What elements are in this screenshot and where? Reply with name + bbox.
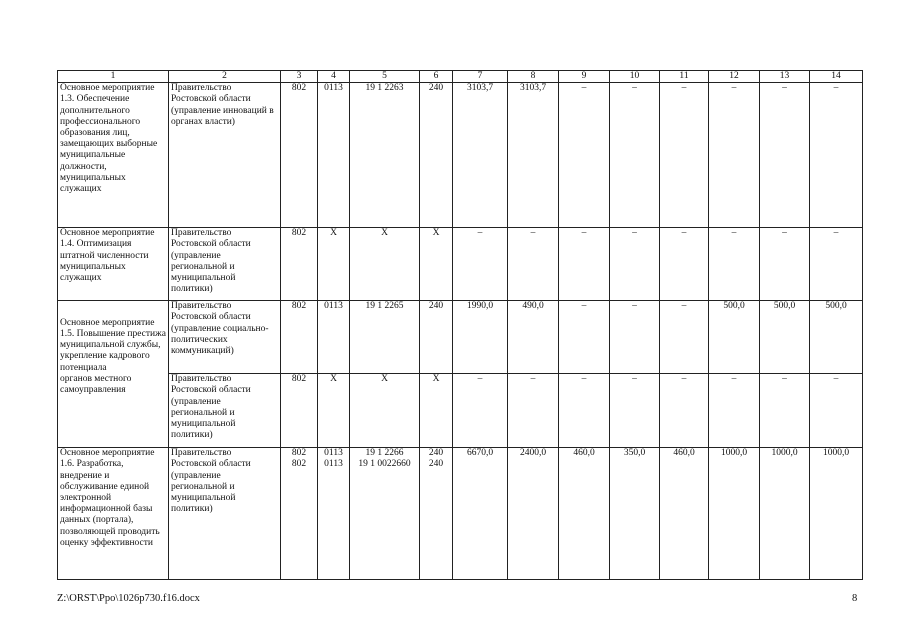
grbs-code: 802 — [281, 83, 318, 228]
header-cell: 14 — [810, 71, 863, 83]
csr-code: 19 1 2266 — [365, 448, 404, 459]
value-col-7: 1990,0 — [453, 301, 508, 374]
table-row-1-4 — [58, 228, 863, 301]
value-col-11: – — [660, 83, 709, 228]
value-col-12: – — [709, 374, 760, 448]
vr-code: 240 — [428, 459, 444, 470]
value-col-11: – — [660, 228, 709, 301]
value-col-8: 3103,7 — [508, 83, 559, 228]
value-col-10: – — [610, 301, 660, 374]
value-col-7: 3103,7 — [453, 83, 508, 228]
value-col-12: – — [709, 228, 760, 301]
value-col-9: – — [559, 301, 610, 374]
page-number: 8 — [852, 593, 858, 604]
value-col-13: – — [760, 83, 810, 228]
csr-code: 19 1 0022660 — [358, 459, 411, 470]
value-col-10: 350,0 — [610, 448, 660, 580]
table-row-1-5b — [58, 374, 863, 448]
table-row-1-3 — [58, 83, 863, 228]
rzpr-code: 0113 — [318, 83, 350, 228]
grbs-code: 802 — [281, 301, 318, 374]
responsible-executor: Правительство Ростовской области (управление региональной и муниципальной политики) — [169, 448, 281, 580]
header-cell: 5 — [350, 71, 420, 83]
value-col-11: – — [660, 301, 709, 374]
value-col-8: – — [508, 228, 559, 301]
activity-name: Основное мероприятие 1.4. Оптимизация штатной численности муниципальных служащих — [58, 228, 169, 301]
header-cell: 7 — [453, 71, 508, 83]
activity-name-continued: органов местного самоуправления — [58, 374, 169, 448]
header-cell: 10 — [610, 71, 660, 83]
value-col-14: 1000,0 — [810, 448, 863, 580]
grbs-codes — [281, 448, 318, 580]
value-col-11: 460,0 — [660, 448, 709, 580]
value-col-14: – — [810, 374, 863, 448]
responsible-executor: Правительство Ростовской области (управление региональной и муниципальной политики) — [169, 374, 281, 448]
rzpr-code: Х — [318, 228, 350, 301]
value-col-7: – — [453, 228, 508, 301]
value-col-8: 490,0 — [508, 301, 559, 374]
csr-code: 19 1 2263 — [350, 83, 420, 228]
table-row-1-5a — [58, 301, 863, 374]
header-cell: 4 — [318, 71, 350, 83]
header-row — [58, 71, 863, 83]
activity-name: Основное мероприятие 1.3. Обеспечение дополнительного профессионального образования лиц, замещающих выборные муниципальные должности, муниципальных служащих — [58, 83, 169, 228]
csr-code: Х — [350, 228, 420, 301]
header-cell: 2 — [169, 71, 281, 83]
grbs-code: 802 — [291, 448, 307, 459]
activity-name: Основное мероприятие 1.5. Повышение престижа муниципальной службы, укрепление кадрового потенциала — [58, 301, 169, 374]
value-col-14: – — [810, 228, 863, 301]
header-cell: 9 — [559, 71, 610, 83]
table-row-1-6 — [58, 448, 863, 580]
grbs-code: 802 — [291, 459, 307, 470]
value-col-14: 500,0 — [810, 301, 863, 374]
value-col-9: 460,0 — [559, 448, 610, 580]
vr-codes — [420, 448, 453, 580]
value-col-14: – — [810, 83, 863, 228]
value-col-7: – — [453, 374, 508, 448]
document-file-path: Z:\ORST\Ppo\1026p730.f16.docx — [57, 593, 200, 604]
header-cell: 3 — [281, 71, 318, 83]
rzpr-code: 0113 — [324, 459, 343, 470]
vr-code: 240 — [428, 448, 444, 459]
value-col-7: 6670,0 — [453, 448, 508, 580]
value-col-9: – — [559, 374, 610, 448]
responsible-executor: Правительство Ростовской области (управление инноваций в органах власти) — [169, 83, 281, 228]
vr-code: 240 — [420, 83, 453, 228]
value-col-8: 2400,0 — [508, 448, 559, 580]
value-col-10: – — [610, 374, 660, 448]
responsible-executor: Правительство Ростовской области (управление социально-политических коммуникаций) — [169, 301, 281, 374]
csr-codes — [350, 448, 420, 580]
value-col-13: 1000,0 — [760, 448, 810, 580]
rzpr-code: Х — [318, 374, 350, 448]
header-cell: 11 — [660, 71, 709, 83]
header-cell: 6 — [420, 71, 453, 83]
vr-code: Х — [420, 228, 453, 301]
activity-name: Основное мероприятие 1.6. Разработка, внедрение и обслуживание единой электронной информационной базы данных (портала), позволяющей проводить оценку эффективности — [58, 448, 169, 580]
grbs-code: 802 — [281, 228, 318, 301]
value-col-10: – — [610, 228, 660, 301]
responsible-executor: Правительство Ростовской области (управление региональной и муниципальной политики) — [169, 228, 281, 301]
value-col-10: – — [610, 83, 660, 228]
rzpr-code: 0113 — [324, 448, 343, 459]
rzpr-codes — [318, 448, 350, 580]
vr-code: Х — [420, 374, 453, 448]
value-col-13: – — [760, 228, 810, 301]
value-col-13: 500,0 — [760, 301, 810, 374]
value-col-12: 1000,0 — [709, 448, 760, 580]
csr-code: 19 1 2265 — [350, 301, 420, 374]
value-col-11: – — [660, 374, 709, 448]
rzpr-code: 0113 — [318, 301, 350, 374]
header-cell: 12 — [709, 71, 760, 83]
header-cell: 13 — [760, 71, 810, 83]
header-cell: 1 — [58, 71, 169, 83]
grbs-code: 802 — [281, 374, 318, 448]
value-col-13: – — [760, 374, 810, 448]
value-col-12: 500,0 — [709, 301, 760, 374]
value-col-9: – — [559, 83, 610, 228]
header-cell: 8 — [508, 71, 559, 83]
vr-code: 240 — [420, 301, 453, 374]
budget-table — [57, 70, 863, 580]
value-col-8: – — [508, 374, 559, 448]
value-col-12: – — [709, 83, 760, 228]
value-col-9: – — [559, 228, 610, 301]
csr-code: Х — [350, 374, 420, 448]
